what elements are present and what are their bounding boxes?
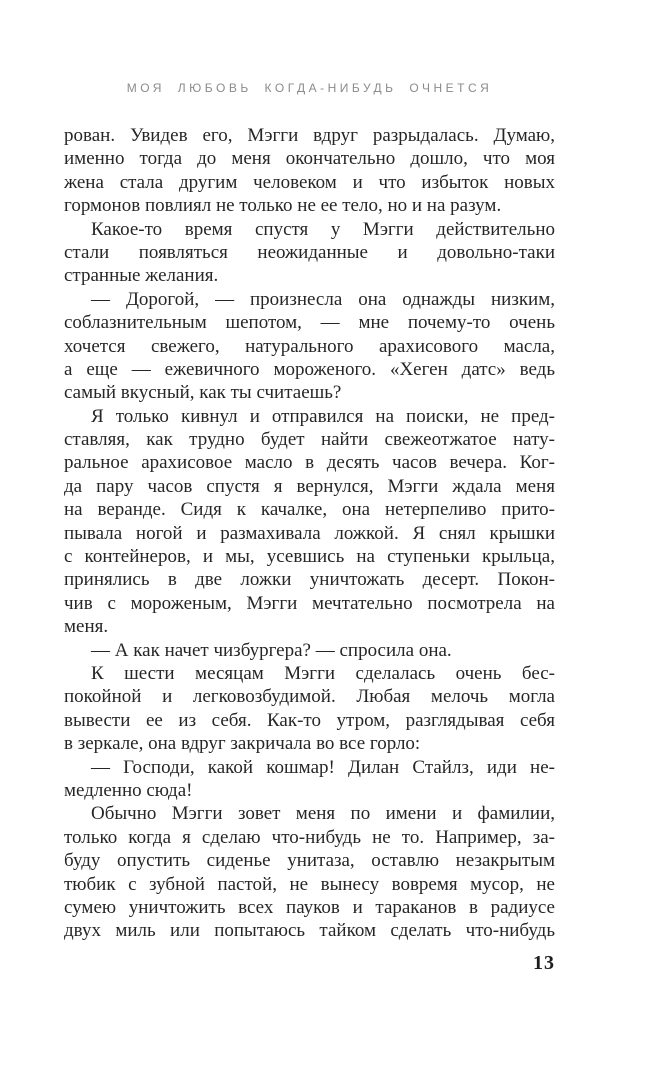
- text-line: вывести ее из себя. Как-то утром, разглядывая себя: [64, 709, 555, 731]
- text-line: а еще — ежевичного мороженого. «Хеген датс» ведь: [64, 358, 555, 380]
- text-line: только когда я сделаю что-нибудь не то. Например, за-: [64, 826, 555, 848]
- text-line: да пару часов спустя я вернулся, Мэгги ждала меня: [64, 475, 555, 497]
- text-line: ральное арахисовое масло в десять часов вечера. Ког-: [64, 452, 555, 474]
- running-header: МОЯ ЛЮБОВЬ КОГДА-НИБУДЬ ОЧНЕТСЯ: [126, 81, 493, 95]
- text-line: двух миль или попытаюсь тайком сделать что-нибудь: [64, 920, 555, 942]
- text-line: странные желания.: [64, 265, 219, 287]
- text-line: чив с мороженым, Мэгги мечтательно посмотрела на: [64, 592, 555, 614]
- text-line: именно тогда до меня окончательно дошло, что моя: [64, 148, 555, 170]
- text-line: Я только кивнул и отправился на поиски, не пред-: [91, 405, 555, 427]
- text-line: буду опустить сиденье унитаза, оставлю незакрытым: [64, 850, 555, 872]
- text-line: рован. Увидев его, Мэгги вдруг разрыдалась. Думаю,: [64, 125, 555, 146]
- text-line: — Дорогой, — произнесла она однажды низким,: [91, 288, 555, 310]
- paragraph: [64, 639, 555, 662]
- text-line: ставляя, как трудно будет найти свежеотжатое нату-: [64, 429, 555, 451]
- paragraph: [64, 288, 555, 405]
- text-line: покойной и легковозбудимой. Любая мелочь могла: [64, 686, 555, 708]
- paragraph: [64, 405, 555, 639]
- text-line: меня.: [64, 616, 109, 638]
- text-line: самый вкусный, как ты считаешь?: [64, 382, 342, 404]
- text-line: с контейнеров, и мы, усевшись на ступеньки крыльца,: [64, 546, 555, 568]
- text-line: хочется свежего, натурального арахисового масла,: [64, 335, 555, 357]
- text-line: — А как начет чизбургера? — спросила она.: [91, 639, 452, 661]
- paragraph: [64, 802, 555, 942]
- text-line: жена стала другим человеком и что избыток новых: [64, 171, 555, 193]
- paragraph: [64, 218, 555, 288]
- paragraph: [64, 124, 555, 218]
- text-line: тюбик с зубной пастой, не вынесу вовремя мусор, не: [64, 873, 555, 895]
- text-line: медленно сюда!: [64, 779, 193, 801]
- page-number: 13: [533, 952, 555, 974]
- paragraph: [64, 756, 555, 803]
- text-line: принялись в две ложки уничтожать десерт. Покон-: [64, 569, 555, 591]
- text-line: К шести месяцам Мэгги сделалась очень бес-: [91, 662, 555, 684]
- text-line: сумею уничтожить всех пауков и тараканов в радиусе: [64, 896, 555, 918]
- paragraph: [64, 662, 555, 756]
- text-line: на веранде. Сидя к качалке, она нетерпеливо прито-: [64, 499, 555, 521]
- text-line: в зеркале, она вдруг закричала во все горло:: [64, 733, 421, 755]
- text-line: — Господи, какой кошмар! Дилан Стайлз, иди не-: [91, 756, 555, 778]
- text-line: пывала ногой и размахивала ложкой. Я снял крышки: [64, 522, 555, 544]
- text-line: стали появляться неожиданные и довольно-таки: [64, 241, 555, 263]
- text-line: Какое-то время спустя у Мэгги действительно: [91, 218, 555, 240]
- text-line: гормонов повлиял не только не ее тело, но и на разум.: [64, 195, 502, 217]
- text-line: Обычно Мэгги зовет меня по имени и фамилии,: [91, 803, 555, 825]
- text-block: [64, 124, 555, 943]
- text-line: соблазнительным шепотом, — мне почему-то очень: [64, 312, 555, 334]
